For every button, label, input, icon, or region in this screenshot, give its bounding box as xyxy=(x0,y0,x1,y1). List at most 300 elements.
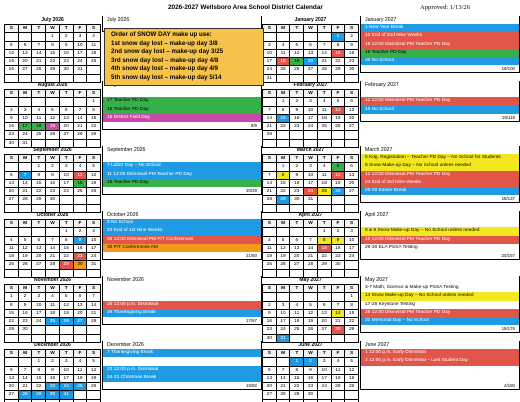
day-cell: 12 xyxy=(87,367,101,375)
day-cell: 10 xyxy=(74,42,88,50)
day-cell: 17 xyxy=(74,50,88,58)
day-cell: 3 xyxy=(60,358,74,366)
empty-cell xyxy=(263,228,277,236)
day-cell: 3 xyxy=(19,107,33,115)
day-cell: 20 xyxy=(304,58,318,66)
day-cell: 27 xyxy=(290,261,304,269)
day-cell: 10 xyxy=(19,115,33,123)
empty-cell xyxy=(263,293,277,301)
empty-cell xyxy=(74,326,88,334)
weekday-header: W xyxy=(46,155,60,163)
day-cell: 25 xyxy=(74,188,88,196)
event-item: 7 Thanksgiving Break xyxy=(103,349,261,357)
day-cell: 21 xyxy=(87,310,101,318)
day-cell: 15 xyxy=(345,310,359,318)
day-cell: 25 xyxy=(87,58,101,66)
empty-cell xyxy=(32,98,46,106)
weekday-header: F xyxy=(332,90,346,98)
day-cell: 30 xyxy=(46,391,60,399)
day-cell: 1 xyxy=(332,33,346,41)
weekday-header: M xyxy=(19,90,33,98)
day-cell: 12 xyxy=(332,107,346,115)
day-cell: 20 xyxy=(345,115,359,123)
day-cell: 15 xyxy=(332,50,346,58)
empty-cell xyxy=(87,66,101,74)
mini-calendar-may xyxy=(262,276,359,343)
empty-cell xyxy=(318,131,332,139)
weekday-header: F xyxy=(74,285,88,293)
day-cell: 19 xyxy=(332,180,346,188)
month-title: June 2027 xyxy=(298,342,323,348)
weekday-header: M xyxy=(19,220,33,228)
weekday-header: T xyxy=(60,285,74,293)
empty-cell xyxy=(32,33,46,41)
weekday-header: T xyxy=(290,155,304,163)
empty-cell xyxy=(32,326,46,334)
day-cell: 6 xyxy=(60,107,74,115)
mini-calendar-dec xyxy=(4,341,101,402)
day-cell: 21 xyxy=(74,123,88,131)
day-cell: 10 xyxy=(304,107,318,115)
day-cell: 20 xyxy=(290,253,304,261)
day-cell: 31 xyxy=(277,335,291,343)
events-heading: March 2027 xyxy=(365,147,393,153)
events-heading: November 2026 xyxy=(107,277,144,283)
weekday-header: F xyxy=(74,350,88,358)
day-cell: 21 xyxy=(19,188,33,196)
day-cell: 27 xyxy=(5,391,19,399)
mini-calendar-mar xyxy=(262,146,359,213)
day-cell: 7 xyxy=(304,237,318,245)
weekday-header: F xyxy=(74,90,88,98)
day-cell: 28 xyxy=(263,131,277,139)
day-count: 21/50 xyxy=(246,253,257,259)
day-cell: 10 xyxy=(318,367,332,375)
day-cell: 3 xyxy=(277,302,291,310)
event-item: 18 Teacher PD Day xyxy=(103,106,261,114)
event-item: 2 12:00 p.m. Early Dismissal – Last Student Day xyxy=(361,357,519,365)
weekday-header: T xyxy=(60,155,74,163)
day-cell: 29 xyxy=(277,196,291,204)
events-panel-jun xyxy=(360,341,520,390)
month-grid xyxy=(4,24,101,83)
day-cell: 10 xyxy=(263,50,277,58)
day-cell: 20 xyxy=(19,58,33,66)
snow-line: 1st snow day lost – make-up day 3/8 xyxy=(111,39,218,47)
day-cell: 23 xyxy=(60,58,74,66)
day-cell: 27 xyxy=(345,188,359,196)
day-cell: 20 xyxy=(263,383,277,391)
weekday-header: T xyxy=(290,25,304,33)
day-cell: 25 xyxy=(318,123,332,131)
day-cell: 20 xyxy=(74,310,88,318)
weekday-header: T xyxy=(318,90,332,98)
day-count: 4/180 xyxy=(504,383,515,389)
day-count: 20/29 xyxy=(246,188,257,194)
day-cell: 1 xyxy=(46,33,60,41)
day-count: 20/157 xyxy=(501,253,515,259)
day-cell: 10 xyxy=(304,172,318,180)
weekday-header: S xyxy=(87,90,101,98)
day-cell: 23 xyxy=(46,188,60,196)
day-cell: 26 xyxy=(46,131,60,139)
day-cell: 19 xyxy=(87,180,101,188)
empty-cell xyxy=(277,228,291,236)
weekday-header: F xyxy=(332,155,346,163)
day-cell: 20 xyxy=(318,318,332,326)
calendar-title: 2026-2027 Wellsboro Area School District Calendar xyxy=(168,4,323,11)
day-cell: 23 xyxy=(263,326,277,334)
day-cell: 12 xyxy=(87,172,101,180)
event-item: 12 12:00 Dismissal PM Teacher PD Day xyxy=(361,97,519,105)
empty-cell xyxy=(87,326,101,334)
event-item: 19 District Field Day xyxy=(103,114,261,122)
day-cell: 27 xyxy=(345,123,359,131)
mini-calendar-jun xyxy=(262,341,359,402)
day-cell: 4 xyxy=(74,163,88,171)
day-cell: 4 xyxy=(332,358,346,366)
mini-calendar-aug xyxy=(4,81,101,148)
event-item: 28 12:00 Dismissal PM Teacher PD Day xyxy=(361,309,519,317)
day-cell: 2 xyxy=(290,98,304,106)
day-cell: 8 xyxy=(46,42,60,50)
day-cell: 17 xyxy=(345,245,359,253)
day-cell: 23 xyxy=(74,253,88,261)
day-cell: 22 xyxy=(87,123,101,131)
day-cell: 15 xyxy=(87,115,101,123)
day-cell: 7 xyxy=(46,237,60,245)
weekday-header: T xyxy=(290,350,304,358)
day-cell: 3 xyxy=(318,358,332,366)
day-cell: 5 xyxy=(87,358,101,366)
empty-cell xyxy=(318,196,332,204)
day-cell: 19 xyxy=(60,310,74,318)
day-cell: 7 xyxy=(263,107,277,115)
month-title: February 2027 xyxy=(293,82,328,88)
weekday-header: S xyxy=(345,350,359,358)
day-cell: 15 xyxy=(318,245,332,253)
day-cell: 27 xyxy=(263,391,277,399)
day-cell: 26 xyxy=(290,66,304,74)
month-grid xyxy=(4,349,101,402)
weekday-header: M xyxy=(277,220,291,228)
empty-cell xyxy=(290,228,304,236)
day-cell: 24 xyxy=(19,131,33,139)
day-cell: 12 xyxy=(277,245,291,253)
event-item: 8 Snow Make-up Day – No School unless needed xyxy=(361,162,519,170)
day-count: 17/67 xyxy=(246,318,257,324)
day-cell: 5 xyxy=(304,302,318,310)
day-cell: 22 xyxy=(46,58,60,66)
day-cell: 24 xyxy=(87,253,101,261)
day-cell: 30 xyxy=(332,261,346,269)
empty-cell xyxy=(60,98,74,106)
day-cell: 18 xyxy=(32,123,46,131)
day-cell: 28 xyxy=(19,391,33,399)
event-item xyxy=(103,284,261,292)
day-cell: 27 xyxy=(19,66,33,74)
month-grid xyxy=(4,154,101,213)
day-cell: 14 xyxy=(32,50,46,58)
day-count: 18/100 xyxy=(501,66,515,72)
day-cell: 14 xyxy=(74,115,88,123)
empty-cell xyxy=(19,163,33,171)
day-cell: 26 xyxy=(345,383,359,391)
day-cell: 16 xyxy=(5,123,19,131)
day-cell: 4 xyxy=(263,237,277,245)
day-cell: 21 xyxy=(263,123,277,131)
month-grid xyxy=(262,89,359,148)
weekday-header: W xyxy=(46,285,60,293)
day-cell: 11 xyxy=(74,172,88,180)
empty-cell xyxy=(74,98,88,106)
empty-cell xyxy=(304,131,318,139)
day-cell: 29 xyxy=(46,66,60,74)
events-panel-feb xyxy=(360,81,520,122)
day-cell: 9 xyxy=(74,237,88,245)
month-title: August 2026 xyxy=(37,82,68,88)
day-cell: 2 xyxy=(46,358,60,366)
day-cell: 3 xyxy=(87,228,101,236)
day-cell: 16 xyxy=(74,245,88,253)
day-cell: 6 xyxy=(318,302,332,310)
weekday-header: S xyxy=(345,285,359,293)
day-cell: 31 xyxy=(74,66,88,74)
event-item: 19 Teacher PD Day xyxy=(361,49,519,57)
day-cell: 24 xyxy=(304,188,318,196)
event-item: 9 No School xyxy=(103,219,261,227)
day-cell: 25 xyxy=(74,383,88,391)
event-item xyxy=(103,292,261,300)
day-cell: 7 xyxy=(19,172,33,180)
day-cell: 24 xyxy=(74,58,88,66)
events-heading: September 2026 xyxy=(107,147,146,153)
day-cell: 16 xyxy=(345,50,359,58)
day-cell: 5 xyxy=(277,237,291,245)
event-item xyxy=(103,357,261,365)
day-cell: 1 xyxy=(345,293,359,301)
day-cell: 26 xyxy=(87,188,101,196)
day-count: 19/119 xyxy=(501,114,515,120)
events-heading: May 2027 xyxy=(365,277,388,283)
month-title: July 2026 xyxy=(41,17,64,23)
empty-cell xyxy=(5,358,19,366)
day-cell: 27 xyxy=(32,261,46,269)
weekday-header: F xyxy=(74,220,88,228)
day-cell: 16 xyxy=(290,180,304,188)
day-cell: 6 xyxy=(345,98,359,106)
empty-cell xyxy=(32,228,46,236)
day-cell: 15 xyxy=(60,245,74,253)
day-cell: 14 xyxy=(304,245,318,253)
weekday-header: S xyxy=(263,90,277,98)
day-cell: 2 xyxy=(46,163,60,171)
day-cell: 6 xyxy=(345,163,359,171)
empty-cell xyxy=(277,293,291,301)
weekday-header: W xyxy=(304,90,318,98)
weekday-header: S xyxy=(345,155,359,163)
day-cell: 5 xyxy=(332,163,346,171)
day-cell: 18 xyxy=(74,180,88,188)
month-grid xyxy=(262,284,359,343)
empty-cell xyxy=(290,293,304,301)
day-cell: 8 xyxy=(87,107,101,115)
day-cell: 25 xyxy=(332,383,346,391)
empty-cell xyxy=(263,163,277,171)
day-cell: 6 xyxy=(74,293,88,301)
day-cell: 13 xyxy=(263,375,277,383)
day-cell: 1 xyxy=(87,98,101,106)
day-cell: 24 xyxy=(263,66,277,74)
weekday-header: F xyxy=(332,25,346,33)
day-cell: 5 xyxy=(332,98,346,106)
day-cell: 2 xyxy=(263,302,277,310)
event-item: 1 12:00 p.m. Early Dismissal xyxy=(361,349,519,357)
weekday-header: W xyxy=(46,90,60,98)
day-cell: 13 xyxy=(60,115,74,123)
day-cell: 8 xyxy=(345,302,359,310)
event-item: 17 Teacher PD Day xyxy=(103,97,261,105)
month-grid xyxy=(4,284,101,343)
day-cell: 29 xyxy=(345,326,359,334)
day-cell: 4 xyxy=(290,302,304,310)
day-cell: 16 xyxy=(332,245,346,253)
day-cell: 14 xyxy=(332,310,346,318)
weekday-header: T xyxy=(32,220,46,228)
day-cell: 1 xyxy=(318,228,332,236)
day-cell: 10 xyxy=(345,237,359,245)
weekday-header: S xyxy=(263,220,277,228)
mini-calendar-jul xyxy=(4,16,101,83)
weekday-header: S xyxy=(5,90,19,98)
day-cell: 19 xyxy=(332,115,346,123)
event-item: 24 End of 3rd Nine Weeks xyxy=(361,179,519,187)
month-title: September 2026 xyxy=(33,147,72,153)
day-cell: 12 xyxy=(332,172,346,180)
snow-line: 2nd snow day lost – make-up day 3/25 xyxy=(111,48,224,56)
day-cell: 25 xyxy=(32,131,46,139)
events-panel-sep xyxy=(102,146,262,195)
weekday-header: W xyxy=(304,350,318,358)
events-panel-aug xyxy=(102,81,262,130)
event-item: 26-29 Easter Break xyxy=(361,187,519,195)
event-item: 8 & 9 Snow Make-up Day – No School unless needed xyxy=(361,227,519,235)
day-cell: 17 xyxy=(60,180,74,188)
day-cell: 11 xyxy=(277,50,291,58)
day-cell: 19 xyxy=(345,375,359,383)
weekday-header: S xyxy=(87,220,101,228)
event-item: 1 New Year Break xyxy=(361,24,519,32)
day-cell: 15 xyxy=(277,180,291,188)
day-cell: 13 xyxy=(32,245,46,253)
day-cell: 9 xyxy=(60,42,74,50)
day-cell: 22 xyxy=(5,318,19,326)
weekday-header: T xyxy=(60,25,74,33)
day-cell: 29 xyxy=(60,261,74,269)
empty-cell xyxy=(46,228,60,236)
day-cell: 16 xyxy=(46,375,60,383)
day-cell: 8 xyxy=(32,367,46,375)
day-cell: 18 xyxy=(74,375,88,383)
day-cell: 29 xyxy=(332,66,346,74)
approved-date: Approved: 1/13/26 xyxy=(420,4,470,11)
day-cell: 8 xyxy=(32,172,46,180)
month-title: November 2026 xyxy=(34,277,71,283)
day-cell: 5 xyxy=(345,358,359,366)
weekday-header: T xyxy=(32,285,46,293)
weekday-header: S xyxy=(263,155,277,163)
weekday-header: S xyxy=(345,220,359,228)
weekday-header: M xyxy=(277,25,291,33)
day-cell: 22 xyxy=(290,383,304,391)
day-cell: 31 xyxy=(19,140,33,148)
day-cell: 23 xyxy=(290,188,304,196)
events-heading: June 2027 xyxy=(365,342,390,348)
day-cell: 12 xyxy=(304,310,318,318)
day-cell: 6 xyxy=(263,367,277,375)
events-heading: January 2027 xyxy=(365,17,397,23)
empty-cell xyxy=(263,358,277,366)
day-cell: 14 xyxy=(87,302,101,310)
day-count: 9/9 xyxy=(250,123,257,129)
empty-cell xyxy=(87,391,101,399)
weekday-header: F xyxy=(74,25,88,33)
event-item: 24-31 Christmas Break xyxy=(103,374,261,382)
day-cell: 24 xyxy=(60,383,74,391)
snow-line: 3rd snow day lost – make-up day 4/8 xyxy=(111,56,219,64)
day-cell: 7 xyxy=(19,367,33,375)
day-cell: 23 xyxy=(332,253,346,261)
events-panel-mar xyxy=(360,146,520,203)
day-cell: 28 xyxy=(318,66,332,74)
day-cell: 17 xyxy=(87,245,101,253)
weekday-header: T xyxy=(318,285,332,293)
day-cell: 17 xyxy=(32,310,46,318)
event-item: 23 End of 1st Nine Weeks xyxy=(103,227,261,235)
day-cell: 5 xyxy=(87,163,101,171)
day-cell: 26 xyxy=(332,188,346,196)
event-item: 18 Teacher PD Day xyxy=(103,179,261,187)
day-cell: 5 xyxy=(290,42,304,50)
weekday-header: W xyxy=(304,155,318,163)
day-cell: 29 xyxy=(5,326,19,334)
empty-cell xyxy=(345,391,359,399)
day-cell: 26 xyxy=(304,326,318,334)
day-cell: 18 xyxy=(290,318,304,326)
day-cell: 8 xyxy=(60,237,74,245)
snow-heading: Order of SNOW DAY make up use: xyxy=(111,31,212,38)
empty-cell xyxy=(304,33,318,41)
day-cell: 26 xyxy=(332,123,346,131)
empty-cell xyxy=(74,196,88,204)
day-cell: 3 xyxy=(345,228,359,236)
event-item: 15 12:00 Dismissal PM Teacher PD Day xyxy=(361,236,519,244)
weekday-header: T xyxy=(290,220,304,228)
events-panel-dec xyxy=(102,341,262,390)
empty-cell xyxy=(290,131,304,139)
event-item: 11 12:00 Dismissal PM Teacher PD Day xyxy=(103,171,261,179)
month-grid xyxy=(4,89,101,148)
day-cell: 5 xyxy=(19,237,33,245)
mini-calendar-feb xyxy=(262,81,359,148)
event-item: 29 12:00 Dismissal PM P/T Conferences xyxy=(103,236,261,244)
day-cell: 21 xyxy=(46,253,60,261)
event-item: 30 P/T Conferences AM xyxy=(103,244,261,252)
day-cell: 30 xyxy=(263,335,277,343)
day-cell: 29 xyxy=(318,261,332,269)
day-cell: 30 xyxy=(74,261,88,269)
day-cell: 31 xyxy=(60,391,74,399)
